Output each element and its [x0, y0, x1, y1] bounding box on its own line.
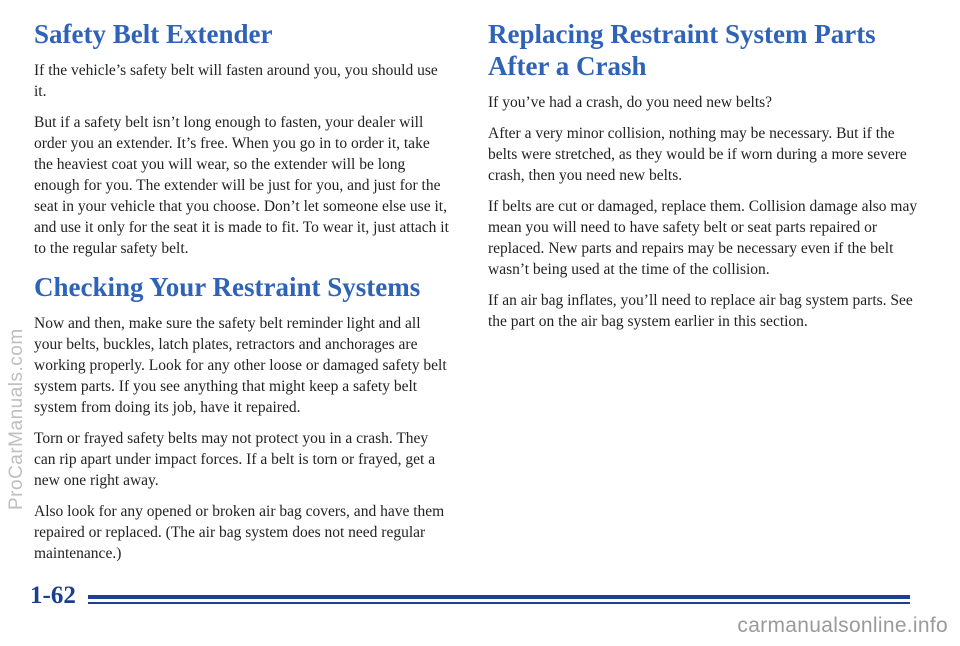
heading-checking-restraint-systems: Checking Your Restraint Systems [34, 272, 421, 302]
right-column [488, 18, 918, 342]
paragraph: If you’ve had a crash, do you need new belts? [488, 94, 773, 111]
page-number: 1-62 [30, 582, 76, 609]
paragraph: But if a safety belt isn’t long enough to fasten, your dealer will order you an extender. It’s free. When you go in to order it, take the heaviest coat you will wear, so the extender will be long enough for you. The extender will be just for you, and just for the seat in your vehicle that you choose. Don’t let someone else use it, and use it only for the seat it is made to fit. To wear it, just attach it to the regular safety belt. [34, 114, 449, 257]
paragraph: Now and then, make sure the safety belt reminder light and all your belts, buckles, latch plates, retractors and anchorages are working properly. Look for any other loose or damaged safety belt system parts. If you see anything that might keep a safety belt system from doing its job, have it repaired. [34, 315, 447, 416]
paragraph: After a very minor collision, nothing may be necessary. But if the belts were stretched, as they would be if worn during a more severe crash, then you need new belts. [488, 125, 907, 184]
heading-replacing-restraint-parts: Replacing Restraint System Parts After a Crash [488, 19, 876, 81]
side-watermark: ProCarManuals.com [6, 328, 27, 510]
paragraph: Also look for any opened or broken air bag covers, and have them repaired or replaced. (The air bag system does not need regular maintenance.) [34, 503, 445, 562]
paragraph: If belts are cut or damaged, replace them. Collision damage also may mean you will need to have safety belt or seat parts repaired or replaced. New parts and repairs may be necessary even if the belt wasn’t being used at the time of the collision. [488, 198, 918, 278]
heading-safety-belt-extender: Safety Belt Extender [34, 19, 273, 49]
paragraph: If the vehicle’s safety belt will fasten around you, you should use it. [34, 62, 438, 100]
paragraph: If an air bag inflates, you’ll need to replace air bag system parts. See the part on the air bag system earlier in this section. [488, 292, 913, 330]
bottom-watermark: carmanualsonline.info [737, 614, 948, 637]
left-column [34, 18, 452, 574]
paragraph: Torn or frayed safety belts may not protect you in a crash. They can rip apart under impact forces. If a belt is torn or frayed, get a new one right away. [34, 430, 436, 489]
footer-rule-thick [88, 595, 910, 599]
footer-rule-thin [88, 602, 910, 604]
